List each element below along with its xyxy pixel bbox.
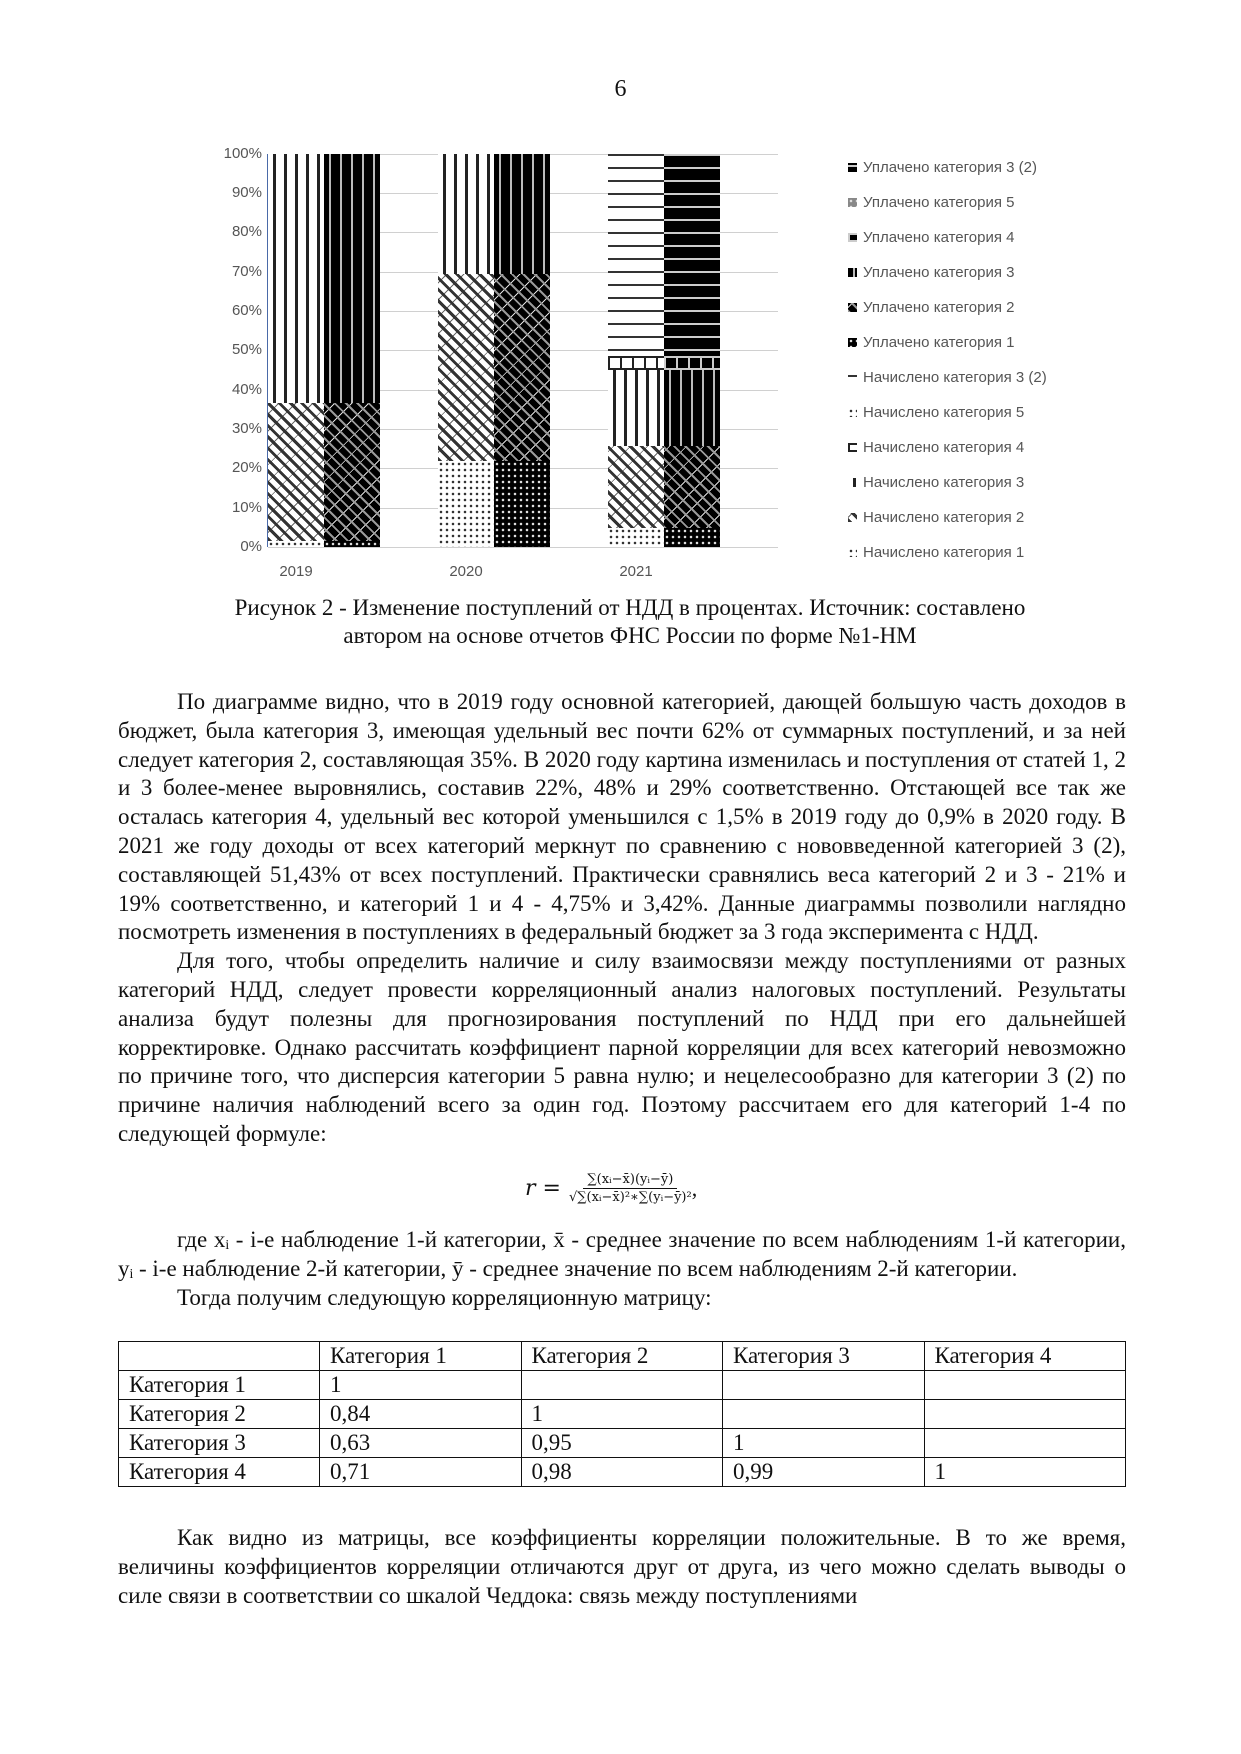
segment-accrued-cat4 [608,356,664,370]
segment-accrued-cat2 [438,274,494,461]
y-tick: 80% [231,223,262,240]
chart-legend [848,150,1047,570]
legend-item: Уплачено категория 4 [848,220,1047,255]
segment-paid-cat2 [324,403,380,541]
legend-item: Начислено категория 2 [848,500,1047,535]
body-text-3 [118,1524,1126,1610]
bar-2020-accrued [438,154,494,547]
y-tick: 60% [231,302,262,319]
paragraph: По диаграмме видно, что в 2019 году основной категорией, дающей большую часть доходов в бюджет, была категория 3, имеющая удельный вес почти 62% от суммарных поступлений, и за ней следует категория 2, составляющая 35%. В 2020 году картина изменилась и поступления от статей 1, 2 и 3 более-менее выровнялись, составив 22%, 48% и 29% соответственно. Отстающей все так же осталась категория 4, удельный вес которой уменьшился с 1,5% в 2019 году до 0,9% в 2020 году. В 2021 же году доходы от всех категорий меркнут по сравнению с нововведенной категорией 3 (2), составляющей 51,43% от всех поступлений. Практически сравнялись веса категорий 2 и 3 - 21% и 19% соответственно, и категорий 1 и 4 - 4,75% и 3,42%. Данные диаграммы позволили наглядно посмотреть изменения в поступлениях в федеральный бюджет за 3 года эксперимента с НДД. [118,689,1126,945]
segment-accrued-cat3-2 [608,154,664,356]
stacked-bar-chart [210,140,1090,580]
table-row: Категория 2 0,84 1 [119,1400,1126,1429]
legend-swatch-icon [848,233,857,242]
legend-item: Начислено категория 3 (2) [848,360,1047,395]
bar-2021-accrued [608,154,664,547]
legend-item: Уплачено категория 2 [848,290,1047,325]
bar-2020-paid [494,154,550,547]
segment-accrued-cat1 [268,541,324,547]
segment-paid-cat1 [494,461,550,547]
formula-fraction: $\frac{\text{∑(xᵢ−x̄)(yᵢ−ȳ)}}{\text{√∑(xᵢ−x̄)²∗∑(yᵢ−ȳ)²}}$ [568,1172,692,1205]
legend-item: Начислено категория 4 [848,430,1047,465]
body-text-2 [118,1226,1126,1312]
segment-paid-cat3 [494,154,550,274]
y-tick: 100% [223,145,262,162]
y-tick: 10% [231,499,262,516]
correlation-formula: r = $\frac{\text{∑(xᵢ−x̄)(yᵢ−ȳ)}}{\text{√∑(xᵢ−x̄)²∗∑(yᵢ−ȳ)²}}$ , [525,1172,698,1205]
legend-swatch-icon [848,338,857,347]
legend-item: Начислено категория 5 [848,395,1047,430]
legend-swatch-icon [848,513,857,522]
table-row: Категория 4 0,71 0,98 0,99 1 [119,1458,1126,1487]
legend-swatch-icon [848,478,857,487]
y-tick: 70% [231,263,262,280]
segment-paid-cat4 [664,356,720,370]
segment-accrued-cat1 [438,461,494,547]
bar-2021-paid [664,154,720,547]
paragraph: Для того, чтобы определить наличие и силу взаимосвязи между поступлениями от разных категорий НДД, следует провести корреляционный анализ налоговых поступлений. Результаты анализа будут полезны для прогнозирования поступлений по НДД при его дальнейшей корректировке. Однако рассчитать коэффициент парной корреляции для всех категорий невозможно по причине того, что дисперсия категории 5 равна нулю; и нецелесообразно для категории 3 (2) по причине наличия наблюдений всего за один год. Поэтому рассчитаем его для категорий 1-4 по следующей формуле: [118,948,1126,1146]
legend-item: Уплачено категория 5 [848,185,1047,220]
y-tick: 30% [231,420,262,437]
segment-paid-cat2 [494,274,550,461]
paragraph: Тогда получим следующую корреляционную матрицу: [177,1284,712,1310]
legend-item: Уплачено категория 1 [848,325,1047,360]
paragraph: Как видно из матрицы, все коэффициенты корреляции положительные. В то же время, величины коэффициентов корреляции отличаются друг от друга, из чего можно сделать выводы о силе связи в соответствии со шкалой Чеддока: связь между поступлениями [118,1525,1126,1608]
segment-paid-cat2 [664,446,720,528]
segment-paid-cat3 [664,370,720,446]
correlation-matrix [118,1341,1126,1487]
segment-paid-cat3 [324,154,380,403]
legend-item: Уплачено категория 3 [848,255,1047,290]
legend-swatch-icon [848,408,857,417]
table-header-row: Категория 1 Категория 2 Категория 3 Категория 4 [119,1342,1126,1371]
y-tick: 0% [240,538,262,555]
y-tick: 90% [231,184,262,201]
legend-item: Начислено категория 1 [848,535,1047,570]
x-label: 2020 [449,563,483,580]
legend-swatch-icon [848,548,857,557]
paragraph: где xᵢ - i-е наблюдение 1-й категории, x̄ - среднее значение по всем наблюдениям 1-й категории, yᵢ - i-е наблюдение 2-й категории, ȳ - среднее значение по всем наблюдениям 2-й категории. [118,1227,1126,1281]
legend-swatch-icon [848,443,857,452]
figure-caption: Рисунок 2 - Изменение поступлений от НДД в процентах. Источник: составлено автором на основе отчетов ФНС России по форме №1-НМ [234,595,1026,648]
legend-swatch-icon [848,163,857,172]
table-row: Категория 1 1 [119,1371,1126,1400]
segment-accrued-cat2 [268,403,324,541]
page-number: 6 [614,76,627,102]
gridline [268,547,778,548]
legend-swatch-icon [848,303,857,312]
legend-item: Начислено категория 3 [848,465,1047,500]
segment-accrued-cat3 [438,154,494,274]
y-tick: 40% [231,381,262,398]
bar-2019-accrued [268,154,324,547]
legend-swatch-icon [848,198,857,207]
table-row: Категория 3 0,63 0,95 1 [119,1429,1126,1458]
y-tick: 20% [231,459,262,476]
bar-2019-paid [324,154,380,547]
segment-paid-cat1 [324,541,380,547]
segment-accrued-cat1 [608,528,664,547]
legend-swatch-icon [848,268,857,277]
segment-paid-cat1 [664,528,720,547]
segment-paid-cat3-2 [664,154,720,356]
x-label: 2021 [619,563,653,580]
legend-swatch-icon [848,373,857,382]
segment-accrued-cat3 [608,370,664,446]
segment-accrued-cat2 [608,446,664,528]
x-label: 2019 [279,563,313,580]
y-tick: 50% [231,341,262,358]
legend-item: Уплачено категория 3 (2) [848,150,1047,185]
segment-accrued-cat3 [268,154,324,403]
body-text-1 [118,688,1126,1149]
